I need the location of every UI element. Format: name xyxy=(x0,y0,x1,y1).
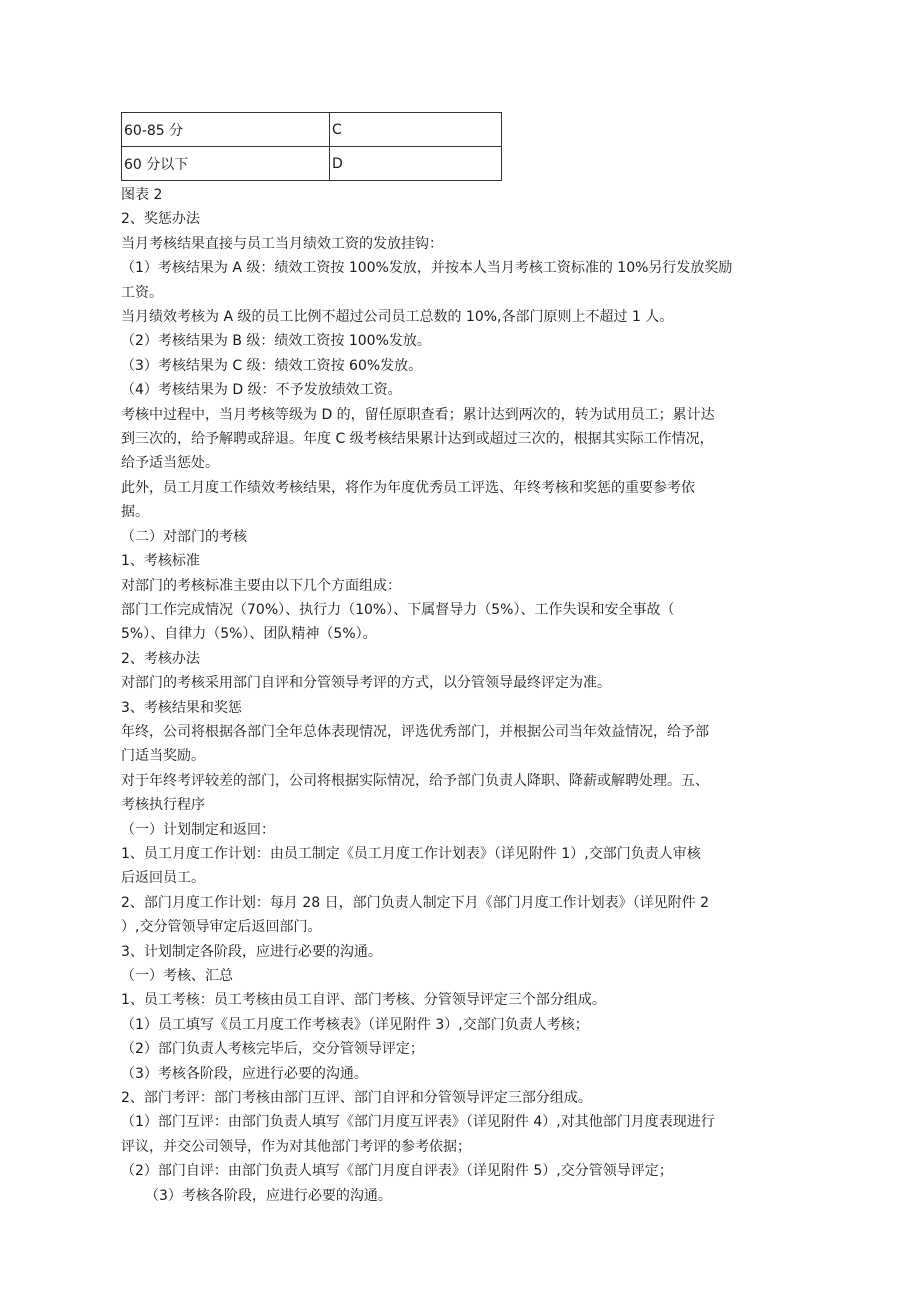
paragraph-line: 考核中过程中，当月考核等级为 D 的，留任原职查看；累计达到两次的，转为试用员工；累计达 xyxy=(121,406,715,423)
grade-cell: D xyxy=(330,147,502,181)
table-row xyxy=(122,147,502,181)
section-heading: 1、考核标准 xyxy=(121,553,200,570)
paragraph-line: 门适当奖励。 xyxy=(121,748,205,765)
paragraph-line: （1）员工填写《员工月度工作考核表》（详见附件 3）,交部门负责人考核； xyxy=(121,1016,589,1033)
paragraph-line: 3、计划制定各阶段，应进行必要的沟通。 xyxy=(121,943,382,960)
paragraph-line: 1、员工月度工作计划：由员工制定《员工月度工作计划表》（详见附件 1）,交部门负责人审核 xyxy=(121,845,701,862)
section-heading: （一）考核、汇总 xyxy=(121,968,233,984)
paragraph-line: 对于年终考评较差的部门，公司将根据实际情况，给予部门负责人降职、降薪或解聘处理。五、 xyxy=(121,772,709,789)
section-heading: 2、考核办法 xyxy=(121,650,200,667)
section-heading: 3、考核结果和奖惩 xyxy=(121,699,242,716)
paragraph-line: 到三次的，给予解聘或辞退。年度 C 级考核结果累计达到或超过三次的，根据其实际工作情况， xyxy=(121,431,714,448)
paragraph-line: （1）考核结果为 A 级：绩效工资按 100%发放，并按本人当月考核工资标准的 10%另行发放奖励 xyxy=(121,260,733,277)
paragraph-line: 1、员工考核：员工考核由员工自评、部门考核、分管领导评定三个部分组成。 xyxy=(121,992,606,1009)
score-cell: 60-85 分 xyxy=(122,113,330,147)
paragraph-line: 后返回员工。 xyxy=(121,870,205,887)
paragraph-line: 当月绩效考核为 A 级的员工比例不超过公司员工总数的 10%,各部门原则上不超过 1 人。 xyxy=(121,309,674,326)
score-cell: 60 分以下 xyxy=(122,147,330,181)
paragraph-line: （3）考核结果为 C 级：绩效工资按 60%发放。 xyxy=(121,357,423,374)
paragraph-line: 工资。 xyxy=(121,284,163,301)
paragraph-line: （2）部门负责人考核完毕后，交分管领导评定； xyxy=(121,1041,424,1058)
paragraph-line: 5%）、自律力（5%）、团队精神（5%）。 xyxy=(121,626,377,643)
section-heading: （一）计划制定和返回： xyxy=(121,821,275,838)
section-heading: （二）对部门的考核 xyxy=(121,528,247,545)
paragraph-line: 当月考核结果直接与员工当月绩效工资的发放挂钩： xyxy=(121,235,443,252)
paragraph-line: 给予适当惩处。 xyxy=(121,455,219,472)
paragraph-line: （3）考核各阶段，应进行必要的沟通。 xyxy=(145,1187,392,1204)
paragraph-line: 部门工作完成情况（70%）、执行力（10%）、下属督导力（5%）、工作失误和安全事故（ xyxy=(121,601,675,618)
paragraph-line: 对部门的考核标准主要由以下几个方面组成： xyxy=(121,577,401,594)
paragraph-line: 此外，员工月度工作绩效考核结果，将作为年度优秀员工评选、年终考核和奖惩的重要参考依 xyxy=(121,479,695,496)
grade-cell: C xyxy=(330,113,502,147)
section-heading: 考核执行程序 xyxy=(121,797,205,814)
body-text xyxy=(121,183,781,1208)
figure-caption: 图表 2 xyxy=(121,187,163,203)
paragraph-line: （4）考核结果为 D 级：不予发放绩效工资。 xyxy=(121,382,402,399)
paragraph-line: （3）考核各阶段，应进行必要的沟通。 xyxy=(121,1065,368,1082)
paragraph-line: 年终，公司将根据各部门全年总体表现情况，评选优秀部门，并根据公司当年效益情况，给予部 xyxy=(121,723,709,740)
table-row xyxy=(122,113,502,147)
paragraph-line: 2、部门月度工作计划：每月 28 日，部门负责人制定下月《部门月度工作计划表》（详见附件 2 xyxy=(121,894,709,911)
paragraph-line: 2、部门考评：部门考核由部门互评、部门自评和分管领导评定三部分组成。 xyxy=(121,1090,592,1107)
paragraph-line: ）,交分管领导审定后返回部门。 xyxy=(121,919,322,936)
section-heading: 2、奖惩办法 xyxy=(121,211,200,228)
paragraph-line: （2）部门自评：由部门负责人填写《部门月度自评表》（详见附件 5）,交分管领导评定； xyxy=(121,1163,673,1180)
paragraph-line: 对部门的考核采用部门自评和分管领导考评的方式，以分管领导最终评定为准。 xyxy=(121,675,611,692)
paragraph-line: 据。 xyxy=(121,504,149,521)
paragraph-line: （1）部门互评：由部门负责人填写《部门月度互评表》（详见附件 4）,对其他部门月度表现进行 xyxy=(121,1114,715,1131)
paragraph-line: （2）考核结果为 B 级：绩效工资按 100%发放。 xyxy=(121,333,431,350)
paragraph-line: 评议，并交公司领导，作为对其他部门考评的参考依据； xyxy=(121,1138,471,1155)
grade-table xyxy=(121,112,502,181)
